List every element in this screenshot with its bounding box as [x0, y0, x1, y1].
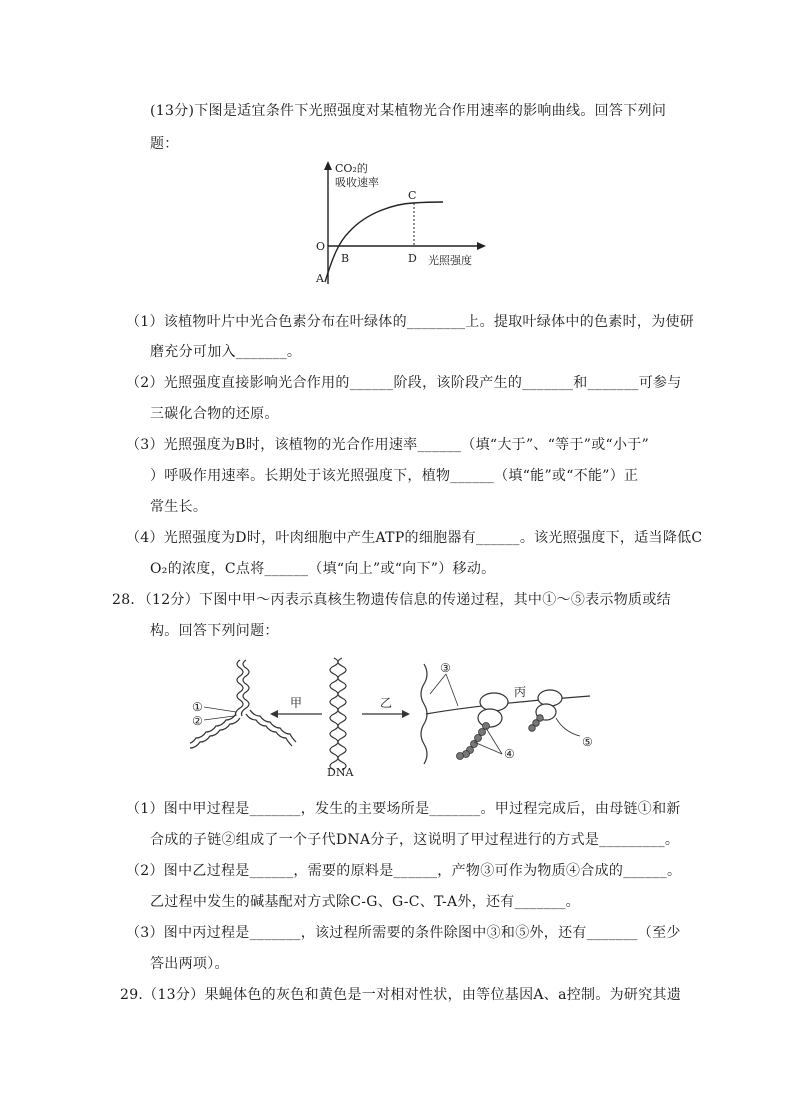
- ribosome-1: [478, 693, 508, 727]
- q27-sub3-line3: 常生长。: [150, 499, 208, 515]
- q27-sub3-line2: ）呼吸作用速率。长期处于该光照强度下，植物______（填“能”或“不能”）正: [150, 468, 639, 484]
- q28-sub1-line2: 合成的子链②组成了一个子代DNA分子，这说明了甲过程进行的方式是_________。: [150, 832, 680, 848]
- polypeptide-chain-1: [457, 723, 490, 760]
- q28-intro-line2: 构。回答下列问题：: [150, 623, 279, 639]
- point-b-label: B: [341, 252, 350, 265]
- q27-sub2-line2: 三碳化合物的还原。: [150, 406, 279, 422]
- daughter-helix-right: [246, 714, 292, 746]
- parent-helix-top: [236, 660, 244, 716]
- q27-sub3-line1: （3）光照强度为B时，该植物的光合作用速率______（填“大于”、“等于”或“小于”: [126, 437, 650, 453]
- y-axis-label-line2: 吸收速率: [335, 176, 379, 189]
- mrna-horizontal: [426, 696, 590, 714]
- replication-fork: [190, 660, 296, 752]
- label-circle-1: ①: [192, 700, 203, 714]
- dna-double-helix: [330, 658, 346, 770]
- x-axis-label: 光照强度: [428, 254, 472, 267]
- label-circle-3: ③: [440, 661, 451, 675]
- point-d-label: D: [408, 252, 417, 265]
- label-circle-2: ②: [192, 714, 203, 728]
- q29-intro-line1: 29.（13分）果蝇体色的灰色和黄色是一对相对性状，由等位基因A、a控制。为研究其遗: [120, 987, 682, 1003]
- x-axis-arrow: [477, 242, 486, 250]
- photosynthesis-curve-figure: [305, 158, 505, 290]
- label-dna: DNA: [327, 766, 354, 779]
- label-jia: 甲: [290, 696, 303, 710]
- y-axis-arrow: [324, 161, 332, 170]
- point-a-label: A: [316, 272, 324, 285]
- q28-sub3-line2: 答出两项）。: [150, 956, 229, 972]
- label-bing: 丙: [514, 685, 527, 699]
- polypeptide-chain-2: [529, 715, 544, 732]
- q28-sub2-line1: （2）图中乙过程是______，需要的原料是______，产物③可作为物质④合成的______。: [126, 863, 682, 879]
- q27-intro-line2: 题：: [150, 136, 179, 152]
- q28-intro-line1: 28．（12分）下图中甲～丙表示真核生物遗传信息的传递过程，其中①～⑤表示物质或结: [112, 592, 671, 608]
- point-c-label: C: [408, 189, 417, 202]
- q28-sub3-line1: （3）图中丙过程是_______，该过程所需要的条件除图中③和⑤外，还有_______（至少: [126, 925, 681, 941]
- q27-sub1-line1: （1）该植物叶片中光合色素分布在叶绿体的________上。提取叶绿体中的色素时，为使研: [126, 314, 695, 330]
- q27-sub4-line1: （4）光照强度为D时，叶肉细胞中产生ATP的细胞器有______。该光照强度下，适当降低C: [126, 530, 703, 546]
- q27-sub1-line2: 磨充分可加入_______。: [150, 344, 302, 360]
- y-axis-label-line1: CO₂的: [335, 162, 368, 175]
- label-yi: 乙: [380, 696, 393, 710]
- pointer-1: [204, 707, 236, 712]
- q28-sub1-line1: （1）图中甲过程是_______，发生的主要场所是_______。甲过程完成后，由母链①和新: [126, 801, 681, 817]
- q28-sub2-line2: 乙过程中发生的碱基配对方式除C-G、G-C、T-A外，还有_______。: [150, 894, 580, 910]
- label-circle-5: ⑤: [582, 735, 593, 749]
- photosynthesis-curve: [325, 202, 443, 282]
- point-o-label: O: [316, 240, 326, 253]
- label-circle-4: ④: [504, 747, 515, 761]
- q27-intro-line1: (13分)下图是适宜条件下光照强度对某植物光合作用速率的影响曲线。回答下列问: [150, 103, 667, 119]
- q27-sub2-line1: （2）光照强度直接影响光合作用的______阶段，该阶段产生的_______和_______可参与: [126, 375, 682, 391]
- q27-sub4-line2: O₂的浓度，C点将______（填“向上”或“向下”）移动。: [150, 561, 496, 577]
- gene-expression-figure: [190, 654, 610, 782]
